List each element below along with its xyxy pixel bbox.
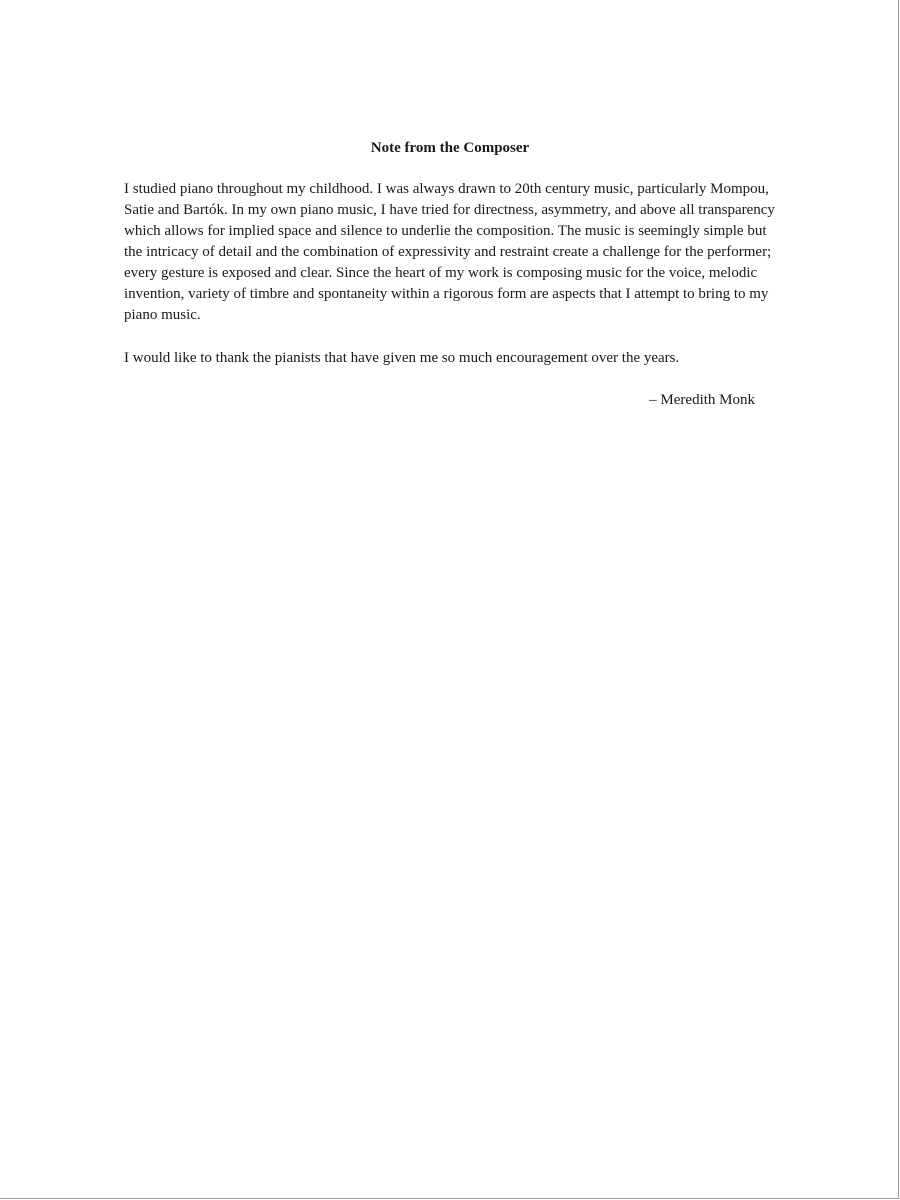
signature: – Meredith Monk <box>649 392 755 408</box>
paragraph-2: I would like to thank the pianists that have given me so much encouragement over the years. <box>124 350 680 366</box>
note-body <box>124 179 784 369</box>
page-title: Note from the Composer <box>370 140 530 156</box>
paragraph-1: I studied piano throughout my childhood. I was always drawn to 20th century music, particularly Mompou, Satie and Bartók. In my own piano music, I have tried for directness, asymmetry, and above all transparency which allows for implied space and silence to underlie the composition. The music is seemingly simple but the intricacy of detail and the combination of expressivity and restraint create a challenge for the performer; every gesture is exposed and clear. Since the heart of my work is composing music for the voice, melodic invention, variety of timbre and spontaneity within a rigorous form are aspects that I attempt to bring to my piano music. <box>124 181 775 323</box>
